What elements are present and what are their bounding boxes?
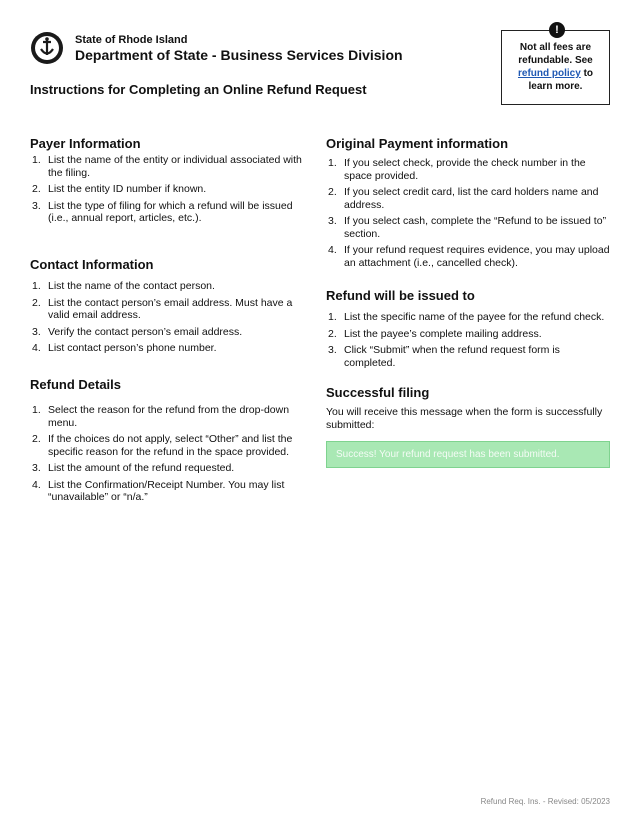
list-item: 2. List the contact person’s email address. Must have a valid email address. bbox=[32, 296, 293, 321]
section-heading: Original Payment information bbox=[326, 136, 509, 151]
list-item: 2. If you select credit card, list the card holders name and address. bbox=[328, 186, 599, 211]
successful-filing-section bbox=[326, 385, 612, 468]
list-item: 3. Verify the contact person’s email address. bbox=[32, 325, 243, 338]
list-item: 1. Select the reason for the refund from the drop-down menu. bbox=[32, 404, 290, 429]
refund-notice-box bbox=[501, 24, 610, 105]
list-item: 2. List the entity ID number if known. bbox=[32, 183, 207, 195]
list-item: 2. If the choices do not apply, select “Other” and list the specific reason for the refund in the space provided. bbox=[32, 433, 293, 458]
list-item: 3. List the type of filing for which a refund will be issued (i.e., annual report, articles, etc.). bbox=[32, 199, 293, 224]
list-item: 1. List the specific name of the payee for the refund check. bbox=[328, 311, 605, 323]
state-seal-logo bbox=[30, 31, 64, 65]
list-item: 1. List the name of the entity or individual associated with the filing. bbox=[32, 154, 302, 179]
success-description: You will receive this message when the form is successfully submitted: bbox=[326, 406, 603, 431]
list-item: 4. If your refund request requires evidence, you may upload an attachment (i.e., cancelled check). bbox=[328, 244, 610, 269]
section-heading: Contact Information bbox=[30, 257, 154, 272]
list-item: 3. List the amount of the refund requested. bbox=[32, 462, 235, 474]
payer-information-section bbox=[30, 136, 310, 229]
section-heading: Payer Information bbox=[30, 136, 141, 151]
exclamation-icon: ! bbox=[549, 22, 565, 38]
contact-information-section bbox=[30, 257, 310, 359]
list-item: 1. List the name of the contact person. bbox=[32, 280, 215, 292]
notice-text-after: to learn more. bbox=[528, 68, 594, 92]
page-title: Instructions for Completing an Online Refund Request bbox=[30, 82, 367, 97]
original-payment-section bbox=[326, 136, 612, 273]
notice-text-before: Not all fees are refundable. See bbox=[518, 42, 593, 66]
list-item: 1. If you select check, provide the check number in the space provided. bbox=[328, 157, 586, 182]
list-item: 4. List contact person’s phone number. bbox=[32, 342, 217, 354]
section-heading: Successful filing bbox=[326, 385, 430, 400]
refund-details-section bbox=[30, 377, 310, 508]
list-item: 2. List the payee’s complete mailing address. bbox=[328, 327, 542, 340]
list-item: 4. List the Confirmation/Receipt Number. You may list “unavailable” or “n/a.” bbox=[32, 478, 285, 503]
success-message-banner: Success! Your refund request has been submitted. bbox=[326, 441, 610, 468]
revision-footer: Refund Req. Ins. - Revised: 05/2023 bbox=[480, 797, 610, 806]
section-heading: Refund will be issued to bbox=[326, 288, 475, 303]
refund-issued-to-section bbox=[326, 288, 612, 373]
department-name: Department of State - Business Services Division bbox=[75, 47, 403, 63]
list-item: 3. If you select cash, complete the “Refund to be issued to” section. bbox=[328, 215, 607, 240]
list-item: 3. Click “Submit” when the refund request form is completed. bbox=[328, 344, 560, 369]
section-heading: Refund Details bbox=[30, 377, 122, 392]
state-name: State of Rhode Island bbox=[75, 34, 188, 46]
refund-policy-link[interactable]: refund policy bbox=[517, 68, 581, 79]
